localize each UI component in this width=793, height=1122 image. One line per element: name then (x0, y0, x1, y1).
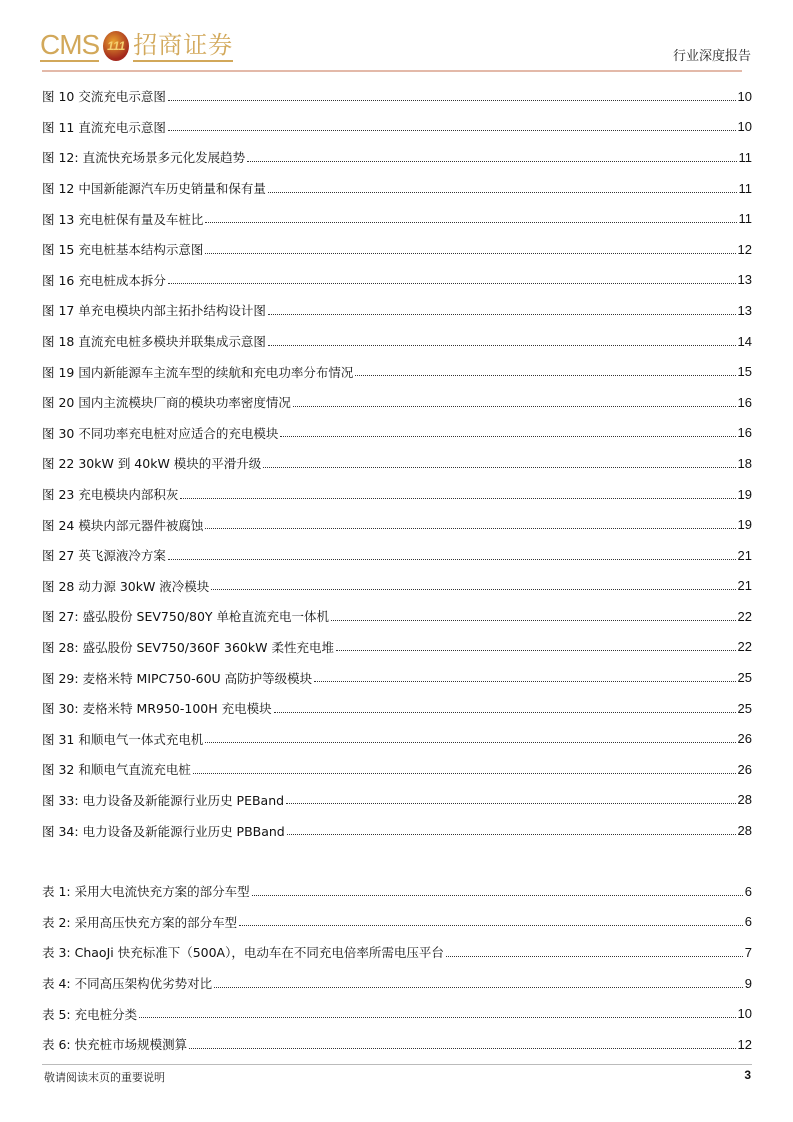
figure-entry[interactable] (42, 234, 752, 265)
figure-entry[interactable] (42, 112, 752, 143)
header-divider (42, 70, 742, 72)
entry-label[interactable]: 图 34: 电力设备及新能源行业历史 PBBand (42, 823, 285, 839)
dot-leader (168, 283, 736, 284)
figure-entry[interactable] (42, 295, 752, 326)
entry-label[interactable]: 图 18 直流充电桩多模块并联集成示意图 (42, 334, 266, 350)
figure-entry[interactable] (42, 723, 752, 754)
entry-page: 19 (737, 517, 752, 533)
dot-leader (331, 620, 736, 621)
figure-entry[interactable] (42, 418, 752, 449)
table-entry[interactable] (42, 937, 752, 968)
entry-label[interactable]: 图 11 直流充电示意图 (42, 119, 166, 135)
table-entry[interactable] (42, 998, 752, 1029)
dot-leader (268, 192, 737, 193)
table-list (42, 876, 752, 1060)
dot-leader (180, 498, 735, 499)
figure-entry[interactable] (42, 142, 752, 173)
dot-leader (286, 803, 735, 804)
dot-leader (268, 314, 736, 315)
entry-page: 10 (737, 88, 752, 104)
dot-leader (263, 467, 735, 468)
entry-label[interactable]: 图 13 充电桩保有量及车桩比 (42, 211, 204, 227)
entry-label[interactable]: 表 1: 采用大电流快充方案的部分车型 (42, 884, 250, 900)
footer-divider (42, 1064, 752, 1065)
entry-page: 11 (738, 149, 752, 165)
entry-label[interactable]: 图 12 中国新能源汽车历史销量和保有量 (42, 181, 266, 197)
figure-entry[interactable] (42, 601, 752, 632)
dot-leader (139, 1017, 735, 1018)
figure-entry[interactable] (42, 785, 752, 816)
dot-leader (239, 925, 743, 926)
document-type: 行业深度报告 (672, 49, 751, 64)
table-entry[interactable] (42, 876, 752, 907)
figure-entry[interactable] (42, 203, 752, 234)
entry-page: 10 (737, 119, 752, 135)
entry-page: 21 (737, 547, 752, 563)
dot-leader (205, 528, 735, 529)
entry-page: 16 (737, 394, 752, 410)
dot-leader (274, 712, 736, 713)
table-entry[interactable] (42, 907, 752, 938)
figure-entry[interactable] (42, 571, 752, 602)
entry-page: 19 (737, 486, 752, 502)
dot-leader (268, 345, 736, 346)
entry-label[interactable]: 图 12: 直流快充场景多元化发展趋势 (42, 150, 246, 166)
figure-entry[interactable] (42, 632, 752, 663)
entry-page: 10 (737, 1006, 752, 1022)
entry-label[interactable]: 图 19 国内新能源车主流车型的续航和充电功率分布情况 (42, 364, 354, 380)
figure-entry[interactable] (42, 387, 752, 418)
page-number: 3 (744, 1068, 751, 1082)
entry-label[interactable]: 图 16 充电桩成本拆分 (42, 272, 166, 288)
dot-leader (205, 742, 735, 743)
figure-entry[interactable] (42, 815, 752, 846)
dot-leader (446, 956, 743, 957)
figure-entry[interactable] (42, 479, 752, 510)
dot-leader (314, 681, 735, 682)
entry-label[interactable]: 图 20 国内主流模块厂商的模块功率密度情况 (42, 395, 291, 411)
entry-label[interactable]: 表 2: 采用高压快充方案的部分车型 (42, 914, 238, 930)
dot-leader (168, 100, 736, 101)
entry-label[interactable]: 图 28: 盛弘股份 SEV750/360F 360kW 柔性充电堆 (42, 639, 334, 655)
dot-leader (293, 406, 736, 407)
entry-page: 25 (737, 700, 752, 716)
entry-label[interactable]: 图 15 充电桩基本结构示意图 (42, 242, 204, 258)
entry-page: 11 (738, 180, 752, 196)
entry-page: 18 (737, 455, 752, 471)
entry-label[interactable]: 图 10 交流充电示意图 (42, 89, 166, 105)
entry-page: 26 (737, 761, 752, 777)
entry-label[interactable]: 图 29: 麦格米特 MIPC750-60U 高防护等级模块 (42, 670, 313, 686)
dot-leader (193, 773, 736, 774)
entry-page: 6 (744, 883, 752, 899)
entry-page: 22 (737, 639, 752, 655)
dot-leader (205, 222, 736, 223)
dot-leader (287, 834, 736, 835)
entry-page: 15 (737, 364, 752, 380)
entry-page: 14 (737, 333, 752, 349)
dot-leader (280, 436, 735, 437)
figure-entry[interactable] (42, 173, 752, 204)
figure-entry[interactable] (42, 662, 752, 693)
figure-entry[interactable] (42, 326, 752, 357)
entry-label[interactable]: 图 23 充电模块内部积灰 (42, 487, 179, 503)
entry-page: 28 (737, 823, 752, 839)
entry-label[interactable]: 图 22 30kW 到 40kW 模块的平滑升级 (42, 456, 262, 472)
entry-page: 26 (737, 731, 752, 747)
entry-page: 28 (737, 792, 752, 808)
dot-leader (214, 987, 743, 988)
entry-label[interactable]: 图 33: 电力设备及新能源行业历史 PEBand (42, 792, 285, 808)
dot-leader (355, 375, 735, 376)
entry-label[interactable]: 图 30: 麦格米特 MR950-100H 充电模块 (42, 701, 272, 717)
figure-entry[interactable] (42, 540, 752, 571)
figure-entry[interactable] (42, 693, 752, 724)
figure-entry[interactable] (42, 356, 752, 387)
entry-page: 11 (738, 211, 752, 227)
entry-label[interactable]: 图 31 和顺电气一体式充电机 (42, 731, 204, 747)
figure-entry[interactable] (42, 754, 752, 785)
entry-label[interactable]: 图 30 不同功率充电桩对应适合的充电模块 (42, 425, 279, 441)
logo-chinese-name: 招商证券 (133, 30, 233, 62)
dot-leader (247, 161, 736, 162)
figure-entry[interactable] (42, 448, 752, 479)
footer-disclaimer: 敬请阅读末页的重要说明 (44, 1071, 165, 1084)
figure-entry[interactable] (42, 265, 752, 296)
entry-page: 12 (737, 1036, 752, 1052)
logo-emblem-icon: 111 (103, 31, 129, 61)
entry-page: 22 (737, 608, 752, 624)
entry-label[interactable]: 表 6: 快充桩市场规模测算 (42, 1037, 188, 1053)
figure-entry[interactable] (42, 81, 752, 112)
entry-label[interactable]: 表 4: 不同高压架构优劣势对比 (42, 976, 213, 992)
dot-leader (205, 253, 735, 254)
entry-page: 13 (737, 272, 752, 288)
logo-text: CMS (40, 29, 100, 60)
figure-list (42, 81, 752, 846)
figure-entry[interactable] (42, 509, 752, 540)
entry-page: 12 (737, 241, 752, 257)
entry-label[interactable]: 表 5: 充电桩分类 (42, 1006, 138, 1022)
entry-label[interactable]: 图 32 和顺电气直流充电桩 (42, 762, 191, 778)
entry-page: 13 (737, 302, 752, 318)
dot-leader (168, 130, 736, 131)
entry-page: 6 (744, 914, 752, 930)
dot-leader (168, 559, 736, 560)
entry-page: 16 (737, 425, 752, 441)
entry-label[interactable]: 图 27: 盛弘股份 SEV750/80Y 单枪直流充电一体机 (42, 609, 330, 625)
entry-page: 9 (744, 975, 752, 991)
entry-label[interactable]: 图 24 模块内部元器件被腐蚀 (42, 517, 204, 533)
company-logo (40, 28, 233, 64)
entry-label[interactable]: 表 3: ChaoJi 快充标准下（500A），电动车在不同充电倍率所需电压平台 (42, 945, 444, 961)
table-entry[interactable] (42, 968, 752, 999)
dot-leader (336, 650, 736, 651)
table-entry[interactable] (42, 1029, 752, 1060)
dot-leader (211, 589, 735, 590)
dot-leader (189, 1048, 735, 1049)
entry-page: 25 (737, 670, 752, 686)
entry-label[interactable]: 图 28 动力源 30kW 液冷模块 (42, 578, 210, 594)
entry-label[interactable]: 图 27 英飞源液冷方案 (42, 548, 166, 564)
dot-leader (252, 895, 743, 896)
entry-label[interactable]: 图 17 单充电模块内部主拓扑结构设计图 (42, 303, 266, 319)
entry-page: 7 (744, 944, 752, 960)
entry-page: 21 (737, 578, 752, 594)
